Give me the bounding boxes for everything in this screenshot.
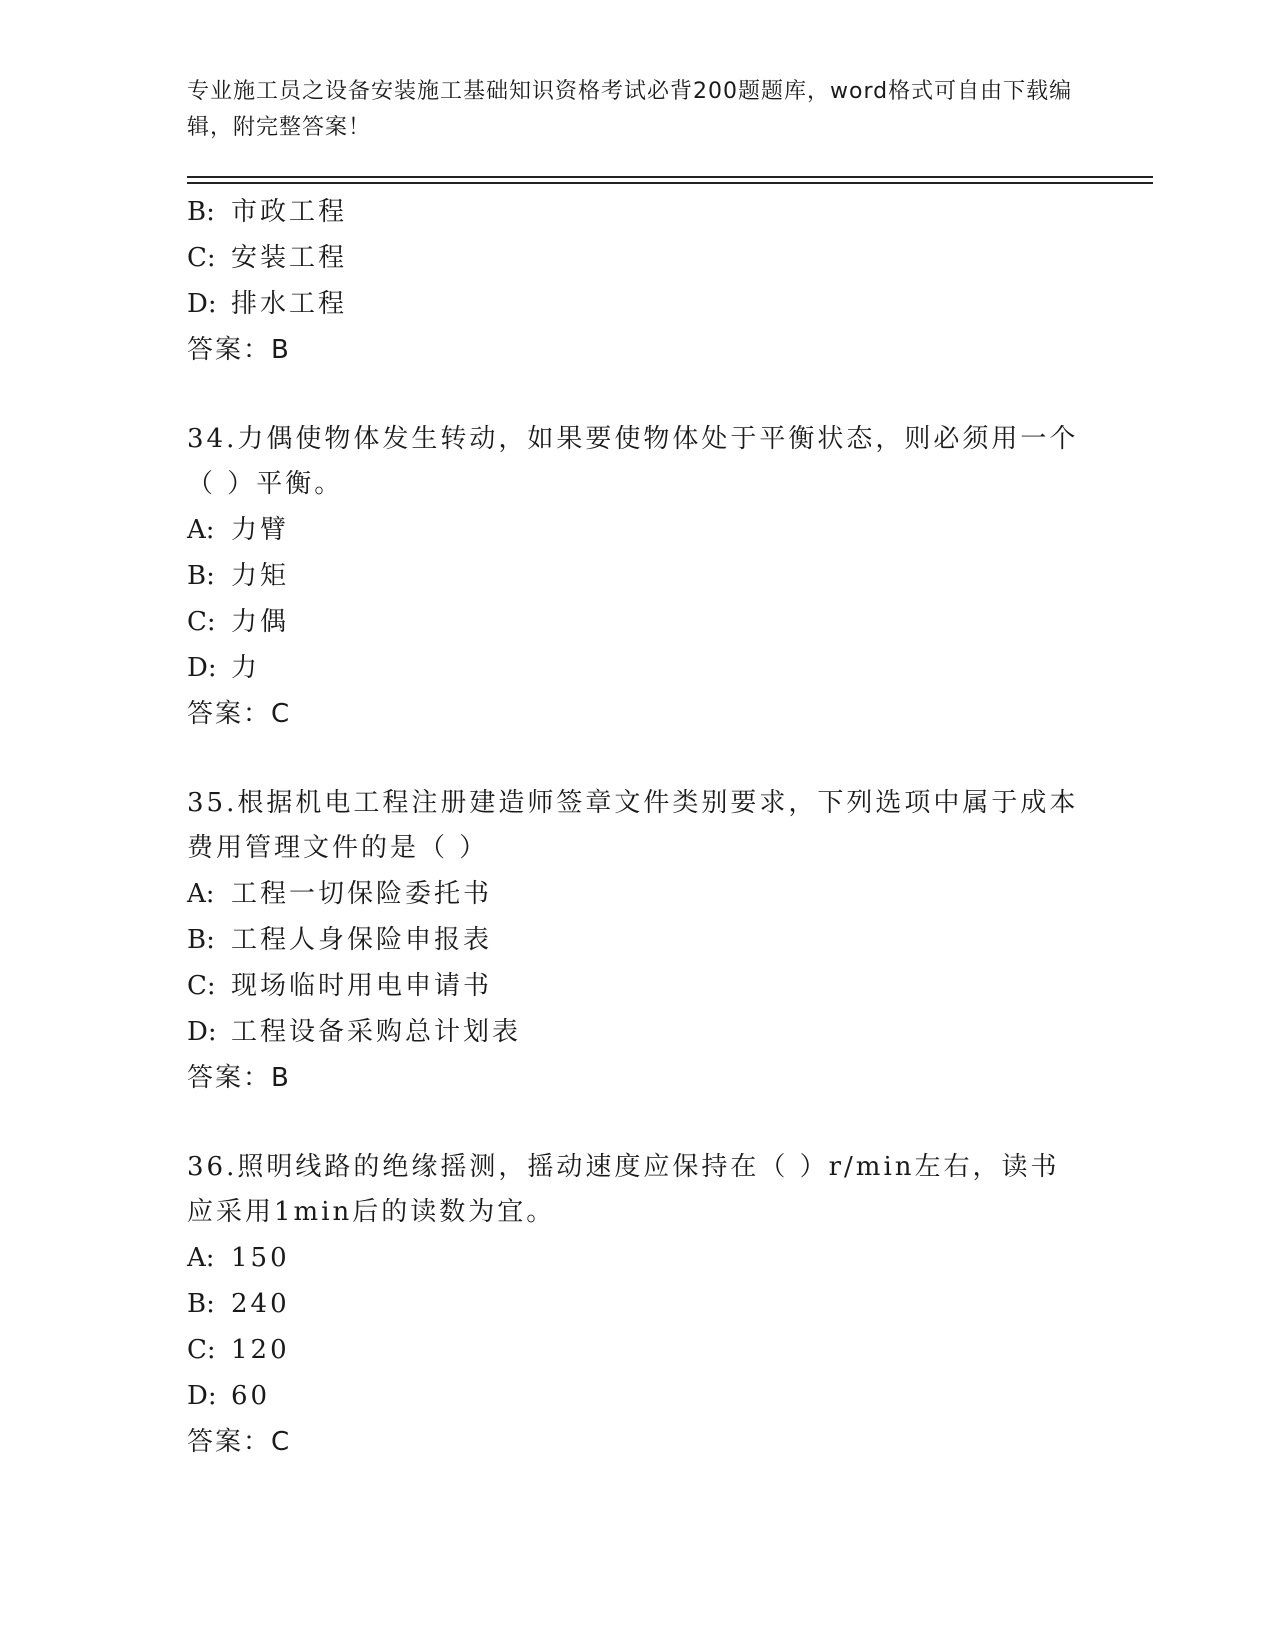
option-d: [187, 1373, 1087, 1419]
option-label: C:: [187, 607, 216, 637]
option-text: 120: [231, 1335, 290, 1365]
header-divider-bottom: [187, 182, 1153, 184]
option-label: C:: [187, 971, 216, 1001]
option-text: 市政工程: [231, 197, 348, 227]
option-a: [187, 871, 1087, 917]
option-d: [187, 1009, 1087, 1055]
carryover-block: [187, 189, 1087, 373]
option-text: 工程一切保险委托书: [231, 879, 493, 909]
option-text: 工程设备采购总计划表: [231, 1017, 522, 1047]
option-text: 力偶: [231, 607, 290, 637]
option-label: C:: [187, 1335, 216, 1365]
option-text: 240: [231, 1289, 290, 1319]
option-b: [187, 917, 1087, 963]
option-text: 安装工程: [231, 243, 348, 273]
answer-line: 答案：C: [187, 699, 292, 729]
option-c: [187, 1327, 1087, 1373]
option-c: [187, 235, 1087, 281]
option-label: D:: [187, 653, 217, 683]
option-text: 工程人身保险申报表: [231, 925, 493, 955]
option-b: [187, 1281, 1087, 1327]
question-35: [187, 781, 1087, 1101]
document-header: 专业施工员之设备安装施工基础知识资格考试必背200题题库，word格式可自由下载编辑，附完整答案！: [187, 79, 1073, 140]
option-text: 排水工程: [231, 289, 348, 319]
option-b: [187, 553, 1087, 599]
option-text: 150: [231, 1243, 290, 1273]
option-label: D:: [187, 1017, 217, 1047]
option-d: [187, 281, 1087, 327]
option-d: [187, 645, 1087, 691]
option-label: B:: [187, 197, 215, 227]
answer-line: 答案：B: [187, 1063, 291, 1093]
option-text: 力矩: [231, 561, 290, 591]
option-a: [187, 1235, 1087, 1281]
option-label: A:: [187, 1243, 215, 1273]
question-36: [187, 1145, 1087, 1465]
option-label: D:: [187, 1381, 217, 1411]
option-text: 力臂: [231, 515, 290, 545]
question-list: [187, 189, 1087, 1465]
option-text: 现场临时用电申请书: [231, 971, 493, 1001]
option-label: C:: [187, 243, 216, 273]
question-stem: 35.根据机电工程注册建造师签章文件类别要求，下列选项中属于成本费用管理文件的是（ ）: [187, 788, 1079, 863]
answer-line: 答案：C: [187, 1427, 292, 1457]
option-label: D:: [187, 289, 217, 319]
option-label: B:: [187, 925, 215, 955]
option-label: A:: [187, 879, 215, 909]
question-34: [187, 417, 1087, 737]
option-text: 60: [231, 1381, 271, 1411]
question-stem: 36.照明线路的绝缘摇测，摇动速度应保持在（ ）r/min左右，读书应采用1min后的读数为宜。: [187, 1152, 1060, 1227]
option-c: [187, 963, 1087, 1009]
option-a: [187, 507, 1087, 553]
option-b: [187, 189, 1087, 235]
question-stem: 34.力偶使物体发生转动，如果要使物体处于平衡状态，则必须用一个（ ）平衡。: [187, 424, 1079, 499]
option-label: A:: [187, 515, 215, 545]
answer-line: 答案：B: [187, 335, 291, 365]
option-c: [187, 599, 1087, 645]
option-text: 力: [231, 653, 261, 683]
option-label: B:: [187, 1289, 215, 1319]
option-label: B:: [187, 561, 215, 591]
header-divider-top: [187, 176, 1153, 178]
